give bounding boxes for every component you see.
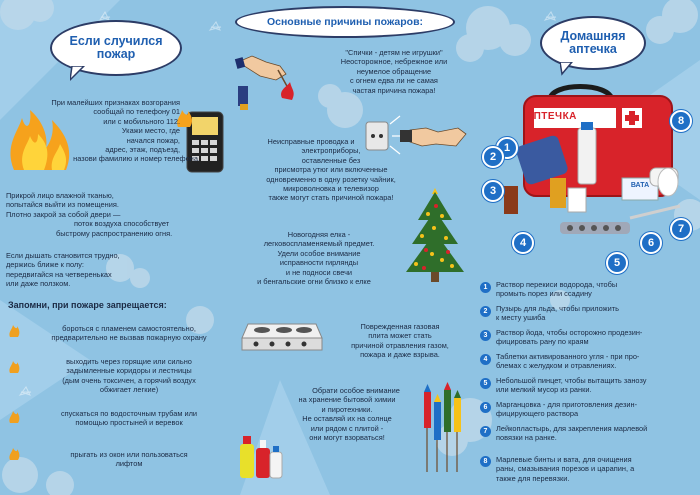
chemicals-line-4: Не оставляй их на солнце [302,414,392,424]
tree-line-1: Новогодняя елка - [287,230,351,239]
cover-line-2: попытайся выйти из помещения. [6,200,119,210]
electric-line-5: одновременно в одну розетку чайник, [266,174,396,184]
callout-4: 4 [512,232,534,254]
matches-line-5: частая причина пожара! [352,85,436,95]
tree-line-5: и не подноси свечи [285,267,353,277]
first-aid-kit-illustration [490,78,696,258]
legend-item-2 [496,304,696,323]
forbidden-4-line-1: прыгать из окон или пользоваться [70,450,188,459]
hand-with-match-illustration [232,48,302,112]
cover-line-5: быстрому распространению огня. [56,228,173,238]
call-line-2: сообщай по телефону 01 [93,107,180,117]
callout-6: 6 [640,232,662,254]
left-bubble-tail [70,66,90,82]
flame-bullet-icon [8,360,20,379]
matches-line-2: Неосторожное, небрежное или [340,57,448,67]
christmas-tree-illustration [402,184,468,284]
callout-5: 5 [606,252,628,274]
flame-bullet-icon [8,410,20,429]
legend-6-line-1: Марганцовка - для приготовления дезин- [496,400,638,409]
legend-number-3: 3 [480,330,491,341]
cotton-label: ВАТА [630,182,650,189]
cover-line-1: Прикрой лицо влажной тканью, [6,191,114,200]
legend-4-line-1: Таблетки активированного угля - при про- [496,352,640,361]
call-line-5: начался пожар, [126,135,180,145]
flame-bullet-icon [8,324,20,343]
chemicals-text [276,386,418,442]
middle-title: Основные причины пожаров: [266,15,424,28]
legend-3-line-2: фицировать рану по краям [496,337,589,347]
legend-6-line-2: фицирующего раствора [496,409,579,419]
legend-2-line-2: к месту ушиба [496,313,546,323]
kit-label: АПТЕЧКА [526,111,577,122]
legend-item-4 [496,352,696,371]
gas-stove-illustration [238,318,324,358]
call-line-7: назови фамилию и номер телефона. [73,154,200,164]
legend-7-line-2: повязки на ранке. [496,433,557,443]
legend-number-1: 1 [480,282,491,293]
forbidden-1-line-2: предварительно не вызвав пожарную охрану [51,333,207,343]
legend-item-3 [496,328,696,347]
electric-line-4: присмотра утюг или включенные [274,165,388,175]
call-line-6: адрес, этаж, подъезд, [105,145,180,155]
chemicals-line-2: на хранение бытовой химии [298,395,396,405]
gas-line-2: плита может стать [368,331,432,341]
electric-line-3: оставленные без [301,155,361,165]
electric-text [236,137,426,203]
legend-5-line-1: Небольшой пинцет, чтобы вытащить занозу [496,376,647,385]
forbidden-item-3 [24,409,234,428]
forbidden-3-line-2: помощью простыней и веревок [75,418,183,428]
chemicals-line-5: или рядом с плитой - [310,423,384,433]
electric-line-7: также могут стать причиной пожара! [268,193,394,203]
smoke-line-1: Если дышать становится трудно, [6,251,120,260]
smoke-line-3: передвигайся на четвереньках [6,269,112,279]
electric-line-1: Неисправные проводка и [267,137,355,146]
legend-7-line-1: Лейкопластырь, для закрепления марлевой [496,424,648,433]
forbidden-2-line-1: выходить через горящие или сильно [66,357,192,366]
right-title-line2: аптечка [569,42,617,56]
call-line-4: Укажи место, где [121,126,180,136]
legend-item-1 [496,280,696,299]
chemicals-line-6: они могут взорваться! [309,433,385,443]
forbidden-item-4 [24,450,234,469]
smoke-line-4: или даже ползком. [6,279,71,289]
matches-text [318,48,470,95]
call-fire-text [30,98,200,164]
legend-4-line-2: блемах с желудком и отравлениях. [496,361,617,371]
callout-2: 2 [482,146,504,168]
legend-number-6: 6 [480,402,491,413]
callout-1: 1 [496,137,518,159]
legend-1-line-2: промыть порез или ссадину [496,289,592,299]
legend-number-5: 5 [480,378,491,389]
matches-line-4: с огнем едва ли не самая [350,76,438,86]
legend-item-5 [496,376,696,395]
legend-3-line-1: Раствор йода, чтобы осторожно продезин- [496,328,643,337]
legend-5-line-2: или мелкий мусор из ранки. [496,385,592,395]
middle-title-bubble [235,6,455,38]
callout-3: 3 [482,180,504,202]
legend-number-8: 8 [480,456,491,467]
forbidden-item-2 [24,357,234,395]
tree-line-6: и бенгальские огни близко к елке [257,277,371,287]
legend-8-line-3: также для перевязки. [496,473,570,483]
smoke-line-2: держись ближе к полу: [6,260,84,270]
legend-item-8 [496,455,696,483]
chemicals-line-1: Обрати особое внимание [312,386,400,395]
forbidden-1-line-1: бороться с пламенем самостоятельно, [62,324,196,333]
forbidden-2-line-2: задымленные коридоры и лестницы [66,366,192,376]
forbidden-2-line-4: обжигает легкие) [99,385,159,395]
tree-line-3: Удели особое внимание [277,248,361,258]
legend-number-7: 7 [480,426,491,437]
fireworks-illustration [420,372,468,476]
legend-2-line-1: Пузырь для льда, чтобы приложить [496,304,619,313]
callout-8: 8 [670,110,692,132]
left-title-line1: Если случился [69,34,163,48]
legend-item-7 [496,424,696,443]
cover-face-text [6,191,216,238]
tree-line-2: легковоспламеняемый предмет. [263,239,375,249]
chemicals-line-3: и пиротехники. [321,404,373,414]
legend-item-6 [496,400,696,419]
legend-1-line-1: Раствор перекиси водорода, чтобы [496,280,618,289]
gas-line-1: Поврежденная газовая [360,322,440,331]
left-title-line2: пожар [96,47,136,61]
forbidden-4-line-2: лифтом [115,459,143,469]
forbidden-3-line-1: спускаться по водосточным трубам или [60,409,198,418]
gas-line-4: пожара и даже взрыва. [360,350,440,360]
gas-line-3: причиной отравления газом, [351,340,449,350]
legend-number-2: 2 [480,306,491,317]
matches-line-3: неумелое обращение [356,66,432,76]
matches-line-1: "Спички - детям не игрушки" [345,48,443,57]
right-bubble-tail [560,62,576,76]
call-line-3: или с мобильного 112. [103,116,180,126]
cover-line-4: поток воздуха способствует [74,219,170,229]
smoke-advice-text [6,251,206,289]
legend-8-line-1: Марлевые бинты и вата, для очищения [496,455,632,464]
forbidden-item-1 [24,324,234,343]
tree-line-4: исправности гирлянды [279,258,359,268]
gas-text [330,322,470,360]
callout-7: 7 [670,218,692,240]
cover-line-3: Плотно закрой за собой двери — [6,209,121,219]
flame-bullet-icon [8,447,20,466]
electric-line-2: электроприборы, [301,146,361,156]
call-line-1: При малейших признаках возгорания [51,98,180,107]
legend-number-4: 4 [480,354,491,365]
forbidden-title: Запомни, при пожаре запрещается: [8,300,167,310]
forbidden-2-line-3: (дым очень токсичен, а горячий воздух [62,375,196,385]
right-title-line1: Домашняя [560,29,626,43]
right-title-bubble [540,16,646,70]
electric-line-6: микроволновка и телевизор [283,184,379,194]
legend-8-line-2: раны, смазывания порезов и царапин, а [496,464,635,474]
tree-text [234,230,404,286]
